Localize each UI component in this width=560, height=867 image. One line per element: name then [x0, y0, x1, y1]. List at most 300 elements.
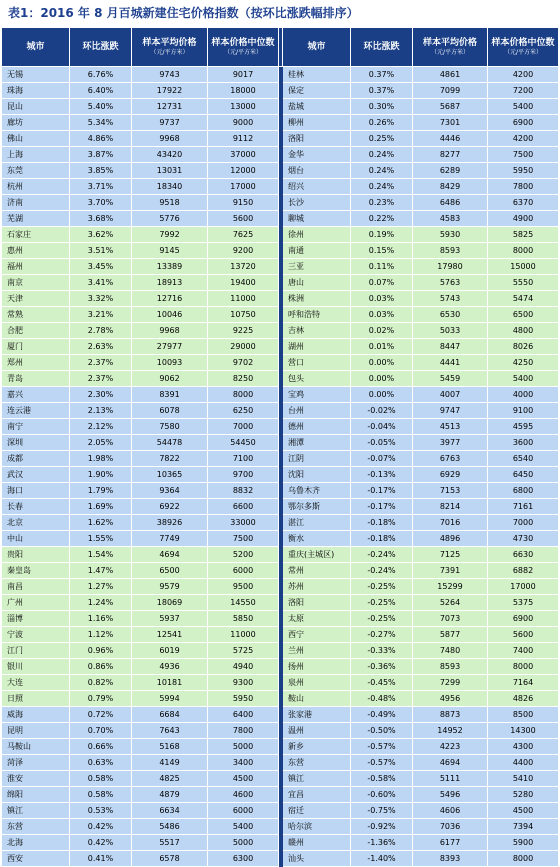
city-cell: 银川	[2, 659, 70, 675]
mom-change-cell: 0.03%	[351, 307, 413, 323]
mom-change-cell: 1.16%	[70, 611, 132, 627]
avg-price-cell: 7580	[132, 419, 208, 435]
median-price-cell: 4900	[488, 211, 559, 227]
avg-price-cell: 6500	[132, 563, 208, 579]
median-price-cell: 5900	[488, 835, 559, 851]
median-price-cell: 7100	[208, 451, 279, 467]
mom-change-cell: 1.62%	[70, 515, 132, 531]
mom-change-cell: 0.25%	[351, 131, 413, 147]
mom-change-cell: 3.87%	[70, 147, 132, 163]
median-price-cell: 9000	[208, 115, 279, 131]
avg-price-cell: 5743	[413, 291, 488, 307]
median-price-cell: 33000	[208, 515, 279, 531]
median-price-cell: 7625	[208, 227, 279, 243]
col-header-avg: 样本平均价格 （元/平方米）	[132, 28, 208, 67]
avg-price-cell: 6634	[132, 803, 208, 819]
median-price-cell: 6000	[208, 563, 279, 579]
city-cell: 宝鸡	[283, 387, 351, 403]
mom-change-cell: -0.04%	[351, 419, 413, 435]
avg-price-cell: 9062	[132, 371, 208, 387]
avg-price-cell: 10093	[132, 355, 208, 371]
mom-change-cell: 2.13%	[70, 403, 132, 419]
table-row	[2, 755, 559, 771]
mom-change-cell: -0.05%	[351, 435, 413, 451]
mom-change-cell: 3.68%	[70, 211, 132, 227]
avg-price-cell: 5776	[132, 211, 208, 227]
city-cell: 廊坊	[2, 115, 70, 131]
median-price-cell: 3600	[488, 435, 559, 451]
city-cell: 福州	[2, 259, 70, 275]
city-cell: 惠州	[2, 243, 70, 259]
mom-change-cell: -0.58%	[351, 771, 413, 787]
median-price-cell: 6630	[488, 547, 559, 563]
city-cell: 江阴	[283, 451, 351, 467]
avg-price-cell: 6019	[132, 643, 208, 659]
mom-change-cell: 3.45%	[70, 259, 132, 275]
avg-price-cell: 9747	[413, 403, 488, 419]
mom-change-cell: -0.18%	[351, 515, 413, 531]
avg-price-cell: 5496	[413, 787, 488, 803]
avg-price-cell: 8593	[413, 243, 488, 259]
city-cell: 无锡	[2, 67, 70, 83]
mom-change-cell: 3.70%	[70, 195, 132, 211]
avg-price-cell: 10181	[132, 675, 208, 691]
avg-price-cell: 8277	[413, 147, 488, 163]
city-cell: 柳州	[283, 115, 351, 131]
city-cell: 张家港	[283, 707, 351, 723]
city-cell: 厦门	[2, 339, 70, 355]
table-row	[2, 307, 559, 323]
city-cell: 佛山	[2, 131, 70, 147]
mom-change-cell: 1.47%	[70, 563, 132, 579]
median-price-cell: 9225	[208, 323, 279, 339]
table-row	[2, 803, 559, 819]
mom-change-cell: 0.11%	[351, 259, 413, 275]
median-price-cell: 5950	[488, 163, 559, 179]
city-cell: 沈阳	[283, 467, 351, 483]
mom-change-cell: -0.92%	[351, 819, 413, 835]
avg-price-cell: 4936	[132, 659, 208, 675]
table-row	[2, 851, 559, 867]
mom-change-cell: 3.32%	[70, 291, 132, 307]
col-header-mom: 环比涨跌	[351, 28, 413, 67]
city-cell: 北京	[2, 515, 70, 531]
table-row	[2, 659, 559, 675]
median-price-cell: 9100	[488, 403, 559, 419]
city-cell: 盐城	[283, 99, 351, 115]
city-cell: 营口	[283, 355, 351, 371]
table-row	[2, 419, 559, 435]
mom-change-cell: 5.34%	[70, 115, 132, 131]
avg-price-cell: 8214	[413, 499, 488, 515]
mom-change-cell: 3.85%	[70, 163, 132, 179]
mom-change-cell: 0.23%	[351, 195, 413, 211]
city-cell: 吉林	[283, 323, 351, 339]
city-cell: 东营	[2, 819, 70, 835]
table-row	[2, 531, 559, 547]
mom-change-cell: -0.17%	[351, 483, 413, 499]
median-price-cell: 4200	[488, 67, 559, 83]
city-cell: 淮安	[2, 771, 70, 787]
avg-price-cell: 9968	[132, 323, 208, 339]
avg-price-cell: 8593	[413, 659, 488, 675]
mom-change-cell: 0.42%	[70, 835, 132, 851]
city-cell: 广州	[2, 595, 70, 611]
mom-change-cell: 3.71%	[70, 179, 132, 195]
mom-change-cell: 0.24%	[351, 147, 413, 163]
city-cell: 镇江	[283, 771, 351, 787]
median-price-cell: 6540	[488, 451, 559, 467]
table-row	[2, 611, 559, 627]
median-price-cell: 4800	[488, 323, 559, 339]
table-row	[2, 67, 559, 83]
table-row	[2, 339, 559, 355]
avg-price-cell: 7299	[413, 675, 488, 691]
mom-change-cell: -0.57%	[351, 739, 413, 755]
avg-price-cell: 9145	[132, 243, 208, 259]
city-cell: 南通	[283, 243, 351, 259]
avg-price-cell: 4825	[132, 771, 208, 787]
avg-price-cell: 7016	[413, 515, 488, 531]
mom-change-cell: 0.02%	[351, 323, 413, 339]
table-row	[2, 275, 559, 291]
table-row	[2, 483, 559, 499]
city-cell: 重庆(主城区)	[283, 547, 351, 563]
mom-change-cell: 1.12%	[70, 627, 132, 643]
median-price-cell: 5400	[208, 819, 279, 835]
city-cell: 温州	[283, 723, 351, 739]
median-price-cell: 8000	[208, 387, 279, 403]
city-cell: 淄博	[2, 611, 70, 627]
median-price-cell: 9300	[208, 675, 279, 691]
mom-change-cell: 5.40%	[70, 99, 132, 115]
avg-price-cell: 5486	[132, 819, 208, 835]
mom-change-cell: -0.45%	[351, 675, 413, 691]
median-price-cell: 9702	[208, 355, 279, 371]
mom-change-cell: -0.60%	[351, 787, 413, 803]
city-cell: 绍兴	[283, 179, 351, 195]
mom-change-cell: 0.63%	[70, 755, 132, 771]
median-price-cell: 6370	[488, 195, 559, 211]
city-cell: 扬州	[283, 659, 351, 675]
median-price-cell: 7200	[488, 83, 559, 99]
city-cell: 连云港	[2, 403, 70, 419]
mom-change-cell: 4.86%	[70, 131, 132, 147]
city-cell: 威海	[2, 707, 70, 723]
mom-change-cell: -0.36%	[351, 659, 413, 675]
city-cell: 三亚	[283, 259, 351, 275]
avg-price-cell: 5033	[413, 323, 488, 339]
mom-change-cell: 0.00%	[351, 355, 413, 371]
median-price-cell: 6800	[488, 483, 559, 499]
city-cell: 武汉	[2, 467, 70, 483]
table-row	[2, 707, 559, 723]
avg-price-cell: 9743	[132, 67, 208, 83]
median-price-cell: 6300	[208, 851, 279, 867]
table-row	[2, 435, 559, 451]
avg-price-cell: 7992	[132, 227, 208, 243]
median-price-cell: 12000	[208, 163, 279, 179]
median-price-cell: 9700	[208, 467, 279, 483]
table-row	[2, 675, 559, 691]
median-price-cell: 5410	[488, 771, 559, 787]
table-row	[2, 291, 559, 307]
median-price-cell: 3400	[208, 755, 279, 771]
col-header-mom: 环比涨跌	[70, 28, 132, 67]
median-price-cell: 5400	[488, 371, 559, 387]
city-cell: 株洲	[283, 291, 351, 307]
mom-change-cell: 0.72%	[70, 707, 132, 723]
median-price-cell: 4730	[488, 531, 559, 547]
header-row	[2, 28, 559, 67]
median-price-cell: 14550	[208, 595, 279, 611]
mom-change-cell: 0.00%	[351, 387, 413, 403]
avg-price-cell: 5930	[413, 227, 488, 243]
table-row	[2, 403, 559, 419]
median-price-cell: 6900	[488, 115, 559, 131]
avg-price-cell: 6530	[413, 307, 488, 323]
table-row	[2, 467, 559, 483]
city-cell: 嘉兴	[2, 387, 70, 403]
avg-price-cell: 17980	[413, 259, 488, 275]
table-row	[2, 499, 559, 515]
avg-price-cell: 7073	[413, 611, 488, 627]
mom-change-cell: 2.37%	[70, 355, 132, 371]
city-cell: 保定	[283, 83, 351, 99]
city-cell: 鞍山	[283, 691, 351, 707]
avg-price-cell: 5111	[413, 771, 488, 787]
city-cell: 宿迁	[283, 803, 351, 819]
median-price-cell: 9500	[208, 579, 279, 595]
city-cell: 秦皇岛	[2, 563, 70, 579]
avg-price-cell: 9364	[132, 483, 208, 499]
table-row	[2, 515, 559, 531]
city-cell: 成都	[2, 451, 70, 467]
mom-change-cell: 2.30%	[70, 387, 132, 403]
median-price-cell: 6882	[488, 563, 559, 579]
median-price-cell: 9112	[208, 131, 279, 147]
avg-price-cell: 6177	[413, 835, 488, 851]
median-price-cell: 19400	[208, 275, 279, 291]
median-price-cell: 5725	[208, 643, 279, 659]
avg-price-cell: 7822	[132, 451, 208, 467]
median-price-cell: 5825	[488, 227, 559, 243]
avg-price-cell: 9579	[132, 579, 208, 595]
table-row	[2, 163, 559, 179]
mom-change-cell: 2.37%	[70, 371, 132, 387]
avg-price-cell: 5168	[132, 739, 208, 755]
mom-change-cell: 0.58%	[70, 771, 132, 787]
table-row	[2, 643, 559, 659]
avg-price-cell: 5994	[132, 691, 208, 707]
mom-change-cell: 0.22%	[351, 211, 413, 227]
mom-change-cell: -0.18%	[351, 531, 413, 547]
city-cell: 深圳	[2, 435, 70, 451]
avg-price-cell: 10046	[132, 307, 208, 323]
city-cell: 德州	[283, 419, 351, 435]
median-price-cell: 4400	[488, 755, 559, 771]
avg-price-cell: 8391	[132, 387, 208, 403]
city-cell: 马鞍山	[2, 739, 70, 755]
avg-price-cell: 4441	[413, 355, 488, 371]
avg-price-cell: 5517	[132, 835, 208, 851]
city-cell: 天津	[2, 291, 70, 307]
avg-price-cell: 9968	[132, 131, 208, 147]
city-cell: 芜湖	[2, 211, 70, 227]
avg-price-cell: 6929	[413, 467, 488, 483]
median-price-cell: 9017	[208, 67, 279, 83]
mom-change-cell: -1.40%	[351, 851, 413, 867]
city-cell: 太原	[283, 611, 351, 627]
avg-price-cell: 7036	[413, 819, 488, 835]
median-price-cell: 6900	[488, 611, 559, 627]
city-cell: 南昌	[2, 579, 70, 595]
median-price-cell: 14300	[488, 723, 559, 739]
mom-change-cell: -0.50%	[351, 723, 413, 739]
median-price-cell: 8832	[208, 483, 279, 499]
table-row	[2, 243, 559, 259]
median-price-cell: 11000	[208, 627, 279, 643]
mom-change-cell: -0.13%	[351, 467, 413, 483]
median-price-cell: 10750	[208, 307, 279, 323]
mom-change-cell: 1.98%	[70, 451, 132, 467]
mom-change-cell: -0.48%	[351, 691, 413, 707]
median-price-cell: 4300	[488, 739, 559, 755]
avg-price-cell: 5687	[413, 99, 488, 115]
mom-change-cell: 0.30%	[351, 99, 413, 115]
city-cell: 绵阳	[2, 787, 70, 803]
median-price-cell: 7164	[488, 675, 559, 691]
avg-price-cell: 8393	[413, 851, 488, 867]
mom-change-cell: 1.55%	[70, 531, 132, 547]
mom-change-cell: -0.24%	[351, 547, 413, 563]
avg-price-cell: 6763	[413, 451, 488, 467]
avg-price-cell: 6578	[132, 851, 208, 867]
mom-change-cell: -0.25%	[351, 579, 413, 595]
table-row	[2, 99, 559, 115]
city-cell: 上海	[2, 147, 70, 163]
table-row	[2, 451, 559, 467]
avg-price-cell: 4149	[132, 755, 208, 771]
city-cell: 西宁	[283, 627, 351, 643]
mom-change-cell: 0.26%	[351, 115, 413, 131]
avg-price-cell: 18340	[132, 179, 208, 195]
city-cell: 江门	[2, 643, 70, 659]
city-cell: 长沙	[283, 195, 351, 211]
city-cell: 昆山	[2, 99, 70, 115]
city-cell: 宁波	[2, 627, 70, 643]
city-cell: 泉州	[283, 675, 351, 691]
avg-price-cell: 8429	[413, 179, 488, 195]
median-price-cell: 4000	[488, 387, 559, 403]
median-price-cell: 5375	[488, 595, 559, 611]
mom-change-cell: -0.33%	[351, 643, 413, 659]
table-row	[2, 723, 559, 739]
avg-price-cell: 6078	[132, 403, 208, 419]
mom-change-cell: -0.07%	[351, 451, 413, 467]
mom-change-cell: 0.42%	[70, 819, 132, 835]
median-price-cell: 7500	[488, 147, 559, 163]
table-row	[2, 115, 559, 131]
city-cell: 东莞	[2, 163, 70, 179]
avg-price-cell: 7125	[413, 547, 488, 563]
median-price-cell: 17000	[488, 579, 559, 595]
median-price-cell: 18000	[208, 83, 279, 99]
median-price-cell: 5950	[208, 691, 279, 707]
median-price-cell: 4940	[208, 659, 279, 675]
avg-price-cell: 12541	[132, 627, 208, 643]
mom-change-cell: 0.37%	[351, 83, 413, 99]
avg-price-cell: 38926	[132, 515, 208, 531]
mom-change-cell: -0.27%	[351, 627, 413, 643]
mom-change-cell: 2.78%	[70, 323, 132, 339]
table-row	[2, 83, 559, 99]
avg-price-cell: 4606	[413, 803, 488, 819]
median-price-cell: 5600	[488, 627, 559, 643]
mom-change-cell: 3.21%	[70, 307, 132, 323]
avg-price-cell: 4694	[413, 755, 488, 771]
mom-change-cell: 0.96%	[70, 643, 132, 659]
median-price-cell: 8250	[208, 371, 279, 387]
avg-price-cell: 4513	[413, 419, 488, 435]
median-price-cell: 4500	[208, 771, 279, 787]
city-cell: 桂林	[283, 67, 351, 83]
avg-price-cell: 7480	[413, 643, 488, 659]
city-cell: 宜昌	[283, 787, 351, 803]
table-row	[2, 771, 559, 787]
city-cell: 唐山	[283, 275, 351, 291]
city-cell: 苏州	[283, 579, 351, 595]
col-header-median: 样本价格中位数 （元/平方米）	[208, 28, 279, 67]
city-cell: 贵阳	[2, 547, 70, 563]
mom-change-cell: -0.24%	[351, 563, 413, 579]
price-index-table	[1, 27, 559, 867]
mom-change-cell: 0.66%	[70, 739, 132, 755]
city-cell: 湛江	[283, 515, 351, 531]
median-price-cell: 5200	[208, 547, 279, 563]
city-cell: 南宁	[2, 419, 70, 435]
col-header-city: 城市	[283, 28, 351, 67]
avg-price-cell: 4861	[413, 67, 488, 83]
median-price-cell: 5550	[488, 275, 559, 291]
table-row	[2, 387, 559, 403]
mom-change-cell: -0.17%	[351, 499, 413, 515]
median-price-cell: 15000	[488, 259, 559, 275]
median-price-cell: 7800	[208, 723, 279, 739]
city-cell: 常熟	[2, 307, 70, 323]
avg-price-cell: 18913	[132, 275, 208, 291]
mom-change-cell: 0.82%	[70, 675, 132, 691]
mom-change-cell: 3.41%	[70, 275, 132, 291]
mom-change-cell: 0.24%	[351, 163, 413, 179]
city-cell: 新乡	[283, 739, 351, 755]
median-price-cell: 54450	[208, 435, 279, 451]
city-cell: 海口	[2, 483, 70, 499]
city-cell: 汕头	[283, 851, 351, 867]
median-price-cell: 8000	[488, 659, 559, 675]
median-price-cell: 37000	[208, 147, 279, 163]
table-row	[2, 579, 559, 595]
table-row	[2, 355, 559, 371]
city-cell: 合肥	[2, 323, 70, 339]
mom-change-cell: 0.19%	[351, 227, 413, 243]
avg-price-cell: 4956	[413, 691, 488, 707]
city-cell: 包头	[283, 371, 351, 387]
table-row	[2, 371, 559, 387]
avg-price-cell: 43420	[132, 147, 208, 163]
city-cell: 赣州	[283, 835, 351, 851]
city-cell: 日照	[2, 691, 70, 707]
